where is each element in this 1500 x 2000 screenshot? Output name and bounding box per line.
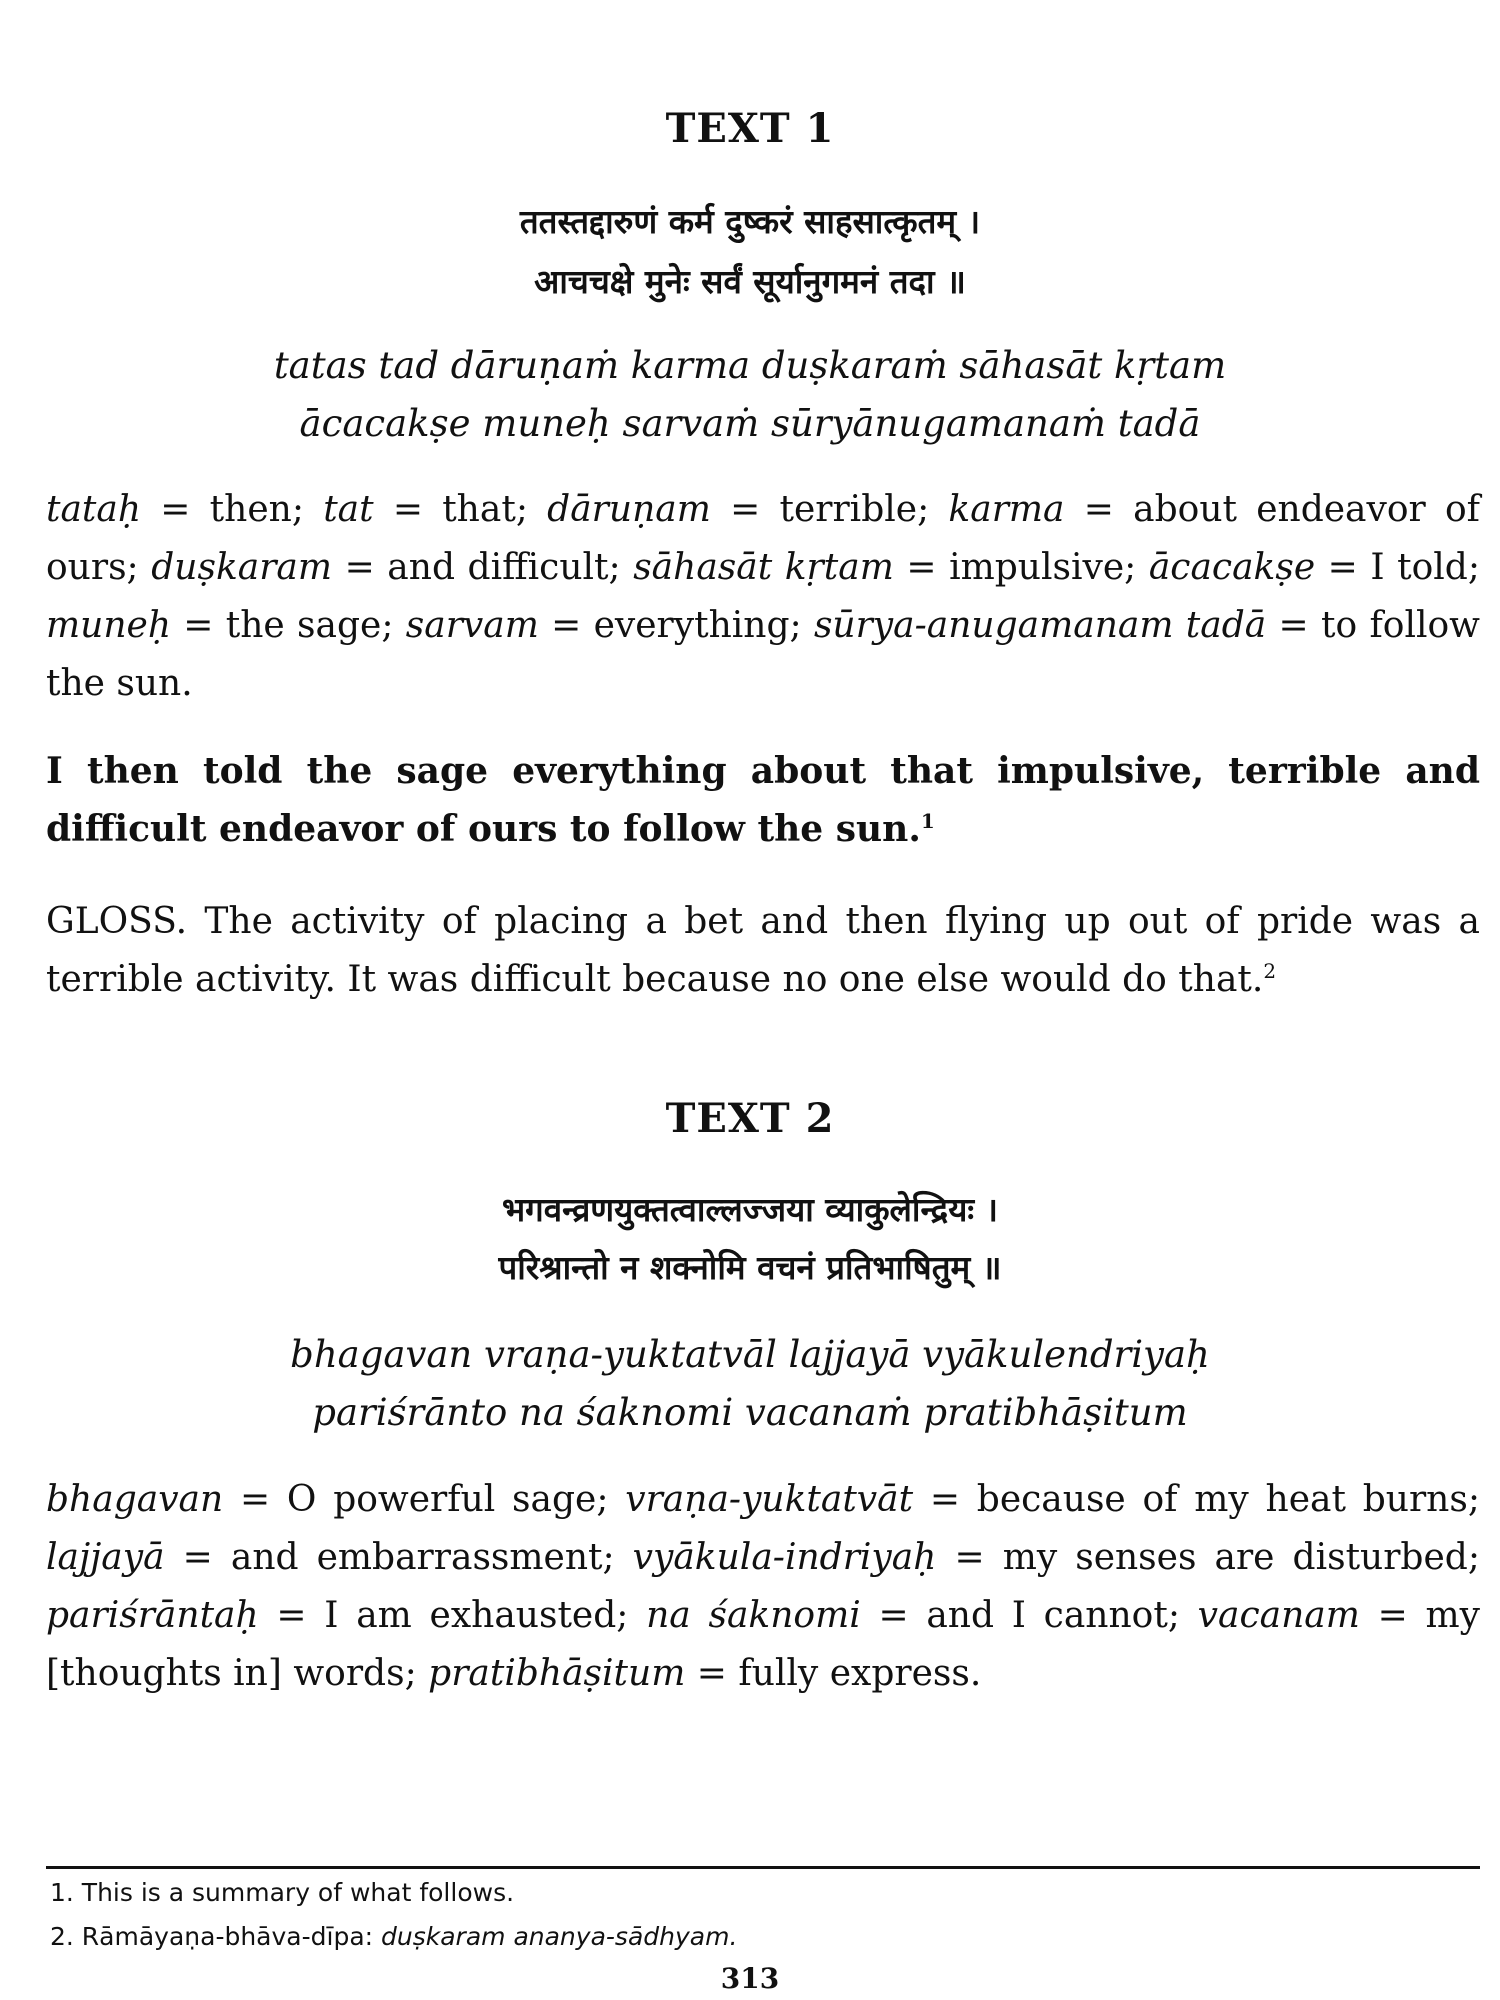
text2-translit-line-1: bhagavan vraṇa-yuktatvāl lajjayā vyākulendriyaḥ bbox=[290, 1333, 1210, 1376]
text1-gloss: GLOSS. The activity of placing a bet and then flying up out of pride was a terrible activity. It was difficult because no one else would do that.$^2$ bbox=[46, 901, 1480, 1000]
footnote-ref-1[interactable]: 1 bbox=[920, 809, 935, 833]
text1-devanagari-line-1: ततस्तद्दारुणं कर्म दुष्करं साहसात्कृतम् । bbox=[519, 202, 981, 241]
text1-translit-line-1: tatas tad dāruṇaṁ karma duṣkaraṁ sāhasāt kṛtam bbox=[273, 344, 1227, 387]
text2-translit-line-2: pariśrānto na śaknomi vacanaṁ pratibhāṣitum bbox=[312, 1391, 1188, 1434]
text1-translation: I then told the sage everything about that impulsive, terrible and difficult endeavor of ours to follow the sun.$^1$ bbox=[46, 750, 1480, 850]
footnote-divider bbox=[46, 1866, 1480, 1869]
text2-devanagari-line-2: परिश्रान्तो न शक्नोमि वचनं प्रतिभाषितुम् ॥ bbox=[498, 1248, 1002, 1287]
page-number: 313 bbox=[720, 1962, 780, 1995]
text1-translit-line-2: ācacakṣe muneḥ sarvaṁ sūryānugamanaṁ tadā bbox=[299, 402, 1201, 445]
footnote-ref-2[interactable]: 2 bbox=[1263, 959, 1277, 983]
footnote-2: 2. Rāmāyaṇa-bhāva-dīpa: duṣkaram ananya-sādhyam. bbox=[50, 1922, 738, 1951]
text1-heading: TEXT 1 bbox=[665, 105, 835, 152]
text1-synonyms: tataḥ = then; tat = that; dāruṇam = terrible; karma = about endeavor of ours; duṣkaram = and difficult; sāhasāt kṛtam = impulsive; ācacakṣe = I told; muneḥ = the sage; sarvam = everything; sūrya-anugamanam tadā = to follow the sun. bbox=[46, 489, 1480, 704]
text2-devanagari-line-1: भगवन्व्रणयुक्तत्वाल्लज्जया व्याकुलेन्द्रियः । bbox=[501, 1190, 999, 1229]
text1-devanagari-line-2: आचचक्षे मुनेः सर्वं सूर्यानुगमनं तदा ॥ bbox=[534, 262, 966, 301]
text2-synonyms: bhagavan = O powerful sage; vraṇa-yuktatvāt = because of my heat burns; lajjayā = and embarrassment; vyākula-indriyaḥ = my senses are disturbed; pariśrāntaḥ = I am exhausted; na śaknomi = and I cannot; vacanam = my [thoughts in] words; pratibhāṣitum = fully express. bbox=[46, 1479, 1480, 1694]
footnote-1: 1. This is a summary of what follows. bbox=[50, 1878, 515, 1907]
text2-heading: TEXT 2 bbox=[665, 1095, 835, 1142]
